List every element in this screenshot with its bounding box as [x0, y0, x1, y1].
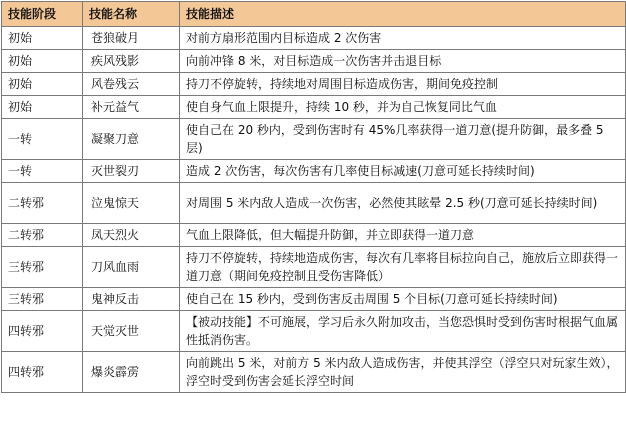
cell-name: 鬼神反击	[83, 288, 180, 311]
table-row	[2, 247, 626, 288]
header-name: 技能名称	[83, 2, 180, 27]
cell-stage: 二转邪	[2, 224, 83, 247]
table-row	[2, 96, 626, 119]
table-row	[2, 50, 626, 73]
cell-desc: 向前跳出 5 米，对前方 5 米内敌人造成伤害，并使其浮空（浮空只对玩家生效），浮空时受到伤害会延长浮空时间	[180, 352, 626, 393]
cell-name: 刀风血雨	[83, 247, 180, 288]
cell-name: 风卷残云	[83, 73, 180, 96]
table-row	[2, 73, 626, 96]
cell-desc: 使自身气血上限提升，持续 10 秒，并为自己恢复同比气血	[180, 96, 626, 119]
table-row	[2, 27, 626, 50]
cell-desc: 【被动技能】不可施展，学习后永久附加攻击，当您恐惧时受到伤害时根据气血属性抵消伤害。	[180, 311, 626, 352]
table-header-row	[2, 2, 626, 27]
skills-table	[1, 1, 626, 393]
cell-stage: 四转邪	[2, 311, 83, 352]
cell-desc: 气血上限降低，但大幅提升防御，并立即获得一道刀意	[180, 224, 626, 247]
table-row	[2, 352, 626, 393]
cell-stage: 一转	[2, 119, 83, 160]
header-desc: 技能描述	[180, 2, 626, 27]
cell-desc: 对周围 5 米内敌人造成一次伤害，必然使其眩晕 2.5 秒(刀意可延长持续时间)	[180, 183, 626, 224]
cell-desc: 持刀不停旋转，持续地对周围目标造成伤害，期间免疫控制	[180, 73, 626, 96]
cell-stage: 三转邪	[2, 288, 83, 311]
cell-desc: 造成 2 次伤害，每次伤害有几率使目标减速(刀意可延长持续时间)	[180, 160, 626, 183]
cell-name: 爆炎霹雳	[83, 352, 180, 393]
table-row	[2, 288, 626, 311]
cell-name: 泣鬼惊天	[83, 183, 180, 224]
cell-name: 苍狼破月	[83, 27, 180, 50]
cell-stage: 初始	[2, 96, 83, 119]
cell-stage: 一转	[2, 160, 83, 183]
cell-desc: 使自己在 15 秒内，受到伤害反击周围 5 个目标(刀意可延长持续时间)	[180, 288, 626, 311]
cell-stage: 二转邪	[2, 183, 83, 224]
table-row	[2, 311, 626, 352]
cell-name: 疾风残影	[83, 50, 180, 73]
cell-name: 凤天烈火	[83, 224, 180, 247]
table-row	[2, 183, 626, 224]
cell-stage: 四转邪	[2, 352, 83, 393]
cell-name: 补元益气	[83, 96, 180, 119]
cell-stage: 初始	[2, 27, 83, 50]
cell-name: 天觉灭世	[83, 311, 180, 352]
table-row	[2, 224, 626, 247]
cell-stage: 初始	[2, 50, 83, 73]
cell-desc: 对前方扇形范围内目标造成 2 次伤害	[180, 27, 626, 50]
table-row	[2, 160, 626, 183]
header-stage: 技能阶段	[2, 2, 83, 27]
cell-stage: 初始	[2, 73, 83, 96]
cell-desc: 使自己在 20 秒内，受到伤害时有 45%几率获得一道刀意(提升防御，最多叠 5 层)	[180, 119, 626, 160]
cell-name: 灭世裂刃	[83, 160, 180, 183]
cell-desc: 持刀不停旋转，持续地造成伤害，每次有几率将目标拉向自己，施放后立即获得一道刀意（期间免疫控制且受伤害降低）	[180, 247, 626, 288]
cell-desc: 向前冲锋 8 米，对目标造成一次伤害并击退目标	[180, 50, 626, 73]
table-row	[2, 119, 626, 160]
cell-name: 凝聚刀意	[83, 119, 180, 160]
cell-stage: 三转邪	[2, 247, 83, 288]
